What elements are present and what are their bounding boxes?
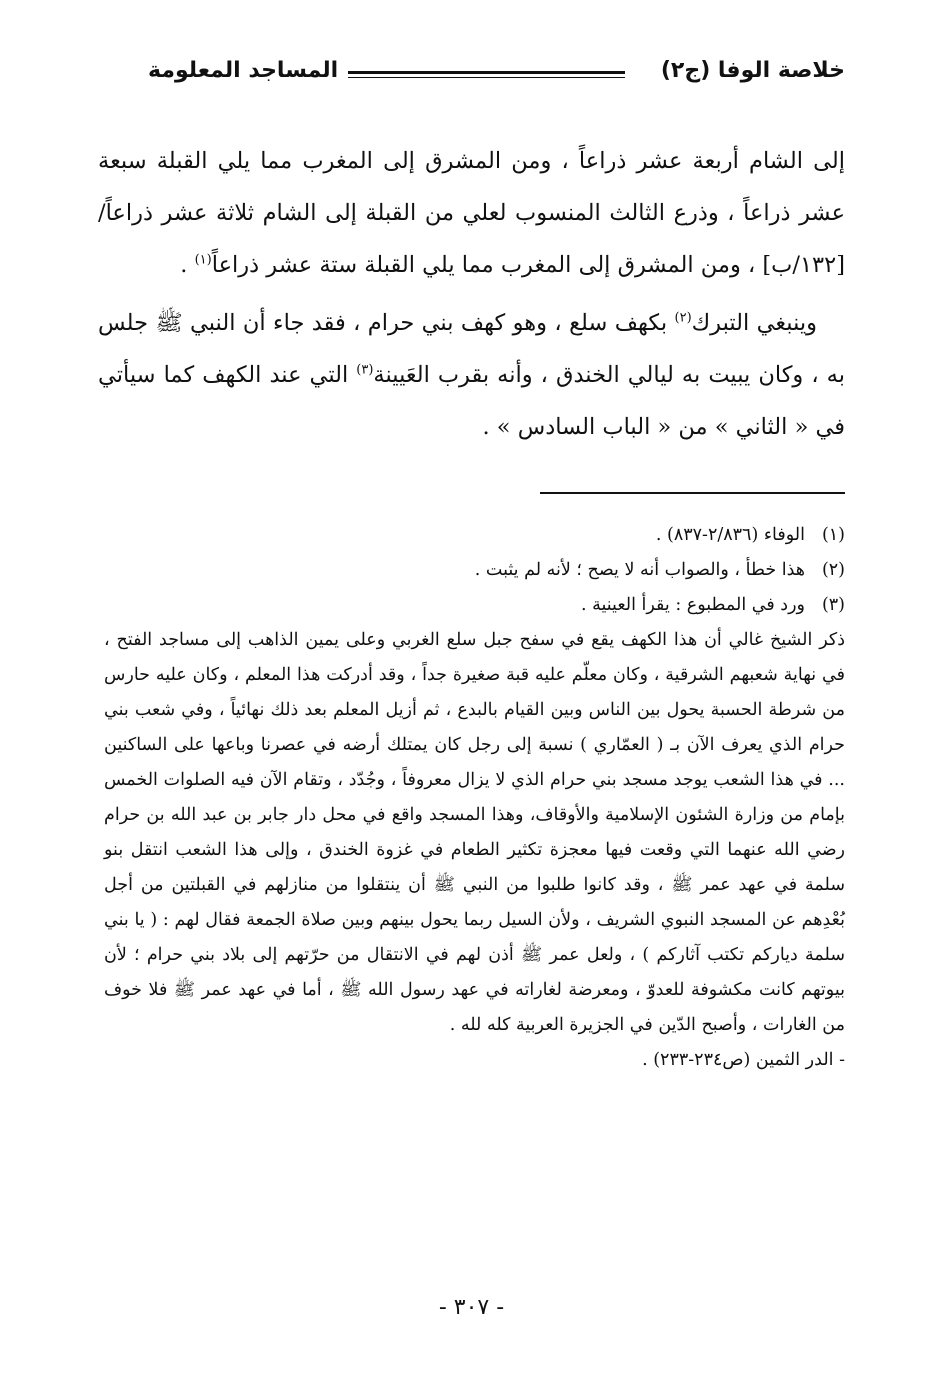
paragraph-1-text: إلى الشام أربعة عشر ذراعاً ، ومن المشرق إلى المغرب مما يلي القبلة سبعة عشر ذراعاً ، وذرع الثالث المنسوب لعلي من القبلة إلى الشام ثلاثة عشر ذراعاً/ [١٣٢/ب] ، ومن المشرق إلى المغرب مما يلي القبلة ستة عشر ذراعاً — [98, 148, 845, 278]
footnote-item — [104, 553, 845, 588]
footnote-ref-1: (١) — [194, 252, 212, 268]
footnote-number: (١) — [821, 525, 845, 545]
footnote-separator — [540, 492, 845, 494]
footnote-text: هذا خطأ ، والصواب أنه لا يصح ؛ لأنه لم يثبت . — [474, 560, 805, 580]
paragraph-2-text-a: وينبغي التبرك — [691, 310, 817, 336]
footnote-text: الوفاء (٢/٨٣٦-٨٣٧) . — [655, 525, 805, 545]
paragraph-2 — [98, 297, 845, 453]
book-title: خلاصة الوفا (ج٢) — [660, 58, 845, 83]
footnote-number: (٢) — [821, 560, 845, 580]
paragraph-1-end: . — [180, 252, 195, 278]
footnote-text: ورد في المطبوع : يقرأ العينية . — [580, 595, 805, 615]
paragraph-2-text-c: التي عند الكهف كما سيأتي في « الثاني » من « الباب السادس » . — [98, 362, 845, 440]
footnote-3-source: - الدر الثمين (ص٢٣٤-٢٣٣) . — [642, 1050, 845, 1070]
main-text — [98, 135, 845, 453]
footnote-number: (٣) — [821, 595, 845, 615]
running-header — [148, 54, 845, 94]
paragraph-1 — [98, 135, 845, 291]
section-title: المساجد المعلومة — [148, 58, 339, 83]
footnote-item — [104, 588, 845, 623]
paragraph-2-text-b: بكهف سلع ، وهو كهف بني حرام ، فقد جاء أن النبي ﷺ جلس به ، وكان يبيت به ليالي الخندق ، وأنه بقرب العَيينة — [98, 310, 845, 388]
page-number: - ٣٠٧ - — [438, 1295, 505, 1320]
footnote-3-body: ذكر الشيخ غالي أن هذا الكهف يقع في سفح جبل سلع الغربي وعلى يمين الذاهب إلى مساجد الفتح ، في نهاية شعبهم الشرقية ، وكان معلّم عليه قبة صغيرة جداً ، وقد أدركت هذا المعلم ، وكان عليه حارس من شرطة الحسبة يحول بين الناس وبين القيام بالبدع ، ثم أزيل المعلم بعد ذلك نهائياً ، وفي شعب بني حرام الذي يعرف الآن بـ ( العمّاري ) نسبة إلى رجل كان يمتلك أرضه في عصرنا وباعها على الساكنين ... في هذا الشعب يوجد مسجد بني حرام الذي لا يزال معروفاً ، وجُدّد ، وتقام الآن فيه الصلوات الخمس بإمام من وزارة الشئون الإسلامية والأوقاف، وهذا المسجد واقع في محل دار جابر بن عبد الله بن حرام رضي الله عنهما التي وقعت فيها معجزة تكثير الطعام في غزوة الخندق ، وإلى هذا الشعب انتقل بنو سلمة في عهد عمر ﷺ ، وقد كانوا طلبوا من النبي ﷺ أن ينتقلوا من منازلهم في القبلتين من أجل بُعْدِهم عن المسجد النبوي الشريف ، ولأن السيل ربما يحول بينهم وبين صلاة الجمعة فقال لهم : ( يا بني سلمة دياركم تكتب آثاركم ) ، ولعل عمر ﷺ أذن لهم في الانتقال من حرّتهم إلى بلاد بني حرام ؛ لأن بيوتهم كانت مكشوفة للعدوّ ، ومعرضة لغاراته في عهد رسول الله ﷺ ، أما في عهد عمر ﷺ فلا خوف من الغارات ، وأصبح الدّين في الجزيرة العربية كله لله . — [104, 630, 845, 1035]
footnote-item — [104, 518, 845, 553]
footnote-ref-2: (٢) — [674, 310, 692, 326]
header-rule — [348, 71, 625, 78]
footnote-ref-3: (٣) — [356, 362, 374, 378]
footnotes — [104, 518, 845, 1078]
